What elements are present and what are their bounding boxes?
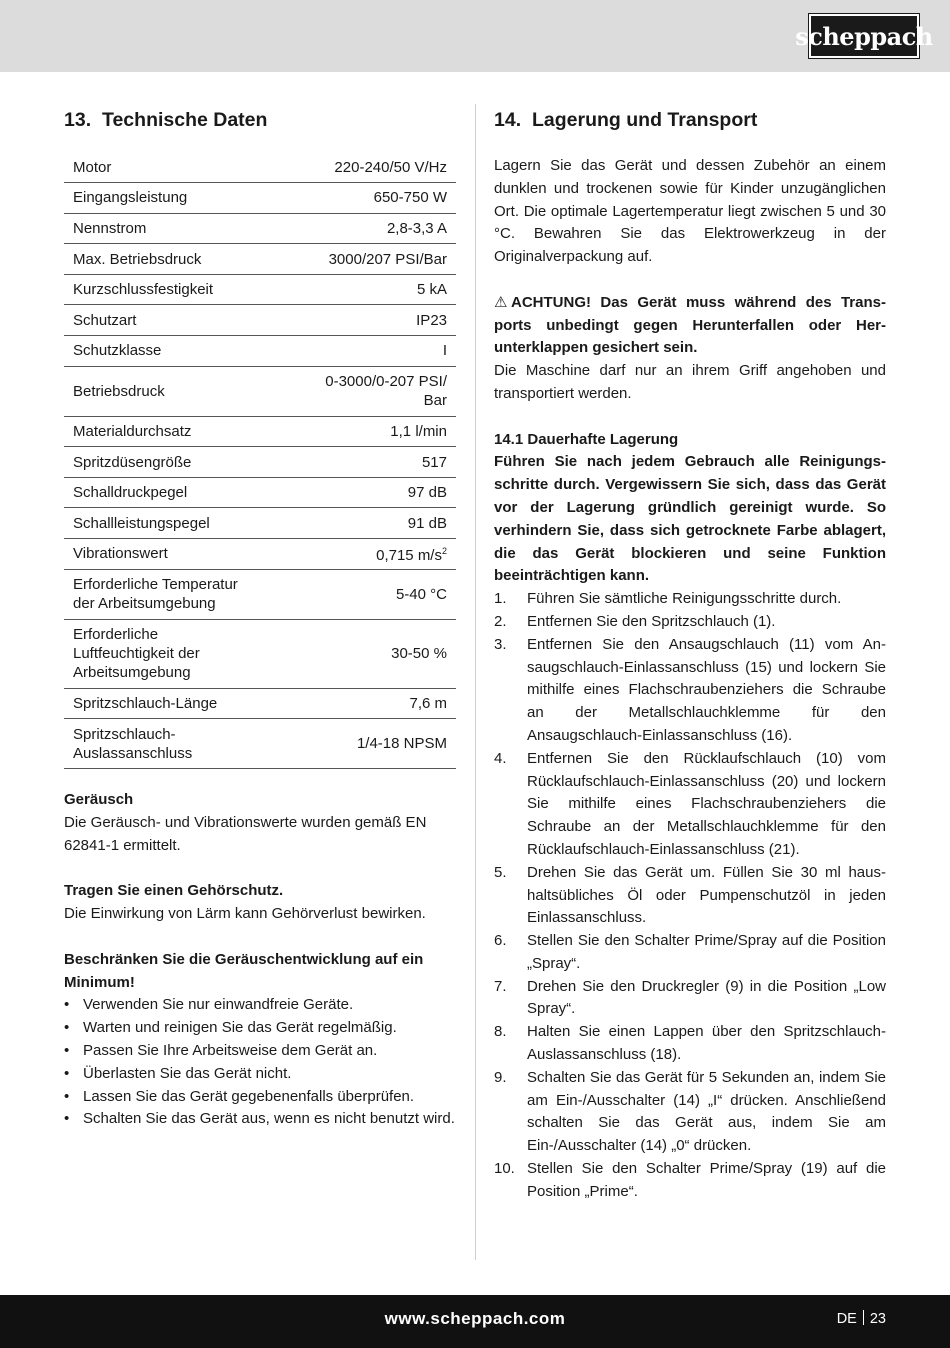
step-number: 8. <box>494 1023 507 1041</box>
spec-label-line: Erforderliche Temperatur <box>73 576 238 594</box>
step-number: 2. <box>494 612 507 630</box>
footer-separator <box>863 1310 864 1325</box>
table-row <box>64 719 456 769</box>
column-divider <box>475 104 476 1260</box>
step-number: 4. <box>494 749 507 767</box>
spec-label: Betriebsdruck <box>64 366 286 416</box>
section-title-technical-data <box>64 104 456 136</box>
spec-label-line: Spritzschlauch- <box>73 725 176 743</box>
table-row <box>64 619 456 688</box>
warning-text: Die Maschine darf nur an ihrem Griff angehoben und transportiert werden. <box>494 362 886 402</box>
section-number: 14. <box>494 109 522 131</box>
list-item <box>494 862 886 930</box>
noise-limit-heading-line: Beschränken Sie die Geräuschentwicklung auf ein <box>64 950 424 968</box>
spec-value-text: 0,715 m/s <box>376 547 442 565</box>
step-number: 3. <box>494 635 507 653</box>
spec-label-line: Erforderliche <box>73 626 159 644</box>
step-text: Drehen Sie den Druckregler (9) in die Position „Low Spray“. <box>527 977 886 1018</box>
table-row <box>64 336 456 367</box>
noise-text-line: 62841-1 ermittelt. <box>64 836 181 854</box>
ear-protection-heading: Tragen Sie einen Gehörschutz. <box>64 882 284 900</box>
spec-value: 91 dB <box>286 508 456 539</box>
table-row <box>64 539 456 570</box>
table-row <box>64 183 456 214</box>
footer-page-number: 23 <box>869 1311 886 1327</box>
table-row <box>64 508 456 539</box>
footer-band <box>0 1295 950 1348</box>
spec-value: 220-240/50 V/Hz <box>286 152 456 183</box>
step-number: 10. <box>494 1160 515 1178</box>
list-item <box>64 1017 456 1040</box>
list-item <box>494 1021 886 1067</box>
step-number: 1. <box>494 590 507 608</box>
list-item <box>494 748 886 862</box>
spec-value: 2,8-3,3 A <box>286 213 456 244</box>
spec-label <box>64 719 286 769</box>
list-item-text: Verwenden Sie nur einwandfreie Geräte. <box>83 996 354 1014</box>
spec-value: 7,6 m <box>286 688 456 719</box>
table-row <box>64 569 456 619</box>
spec-table <box>64 152 456 769</box>
list-item <box>494 611 886 634</box>
section-number: 13. <box>64 109 92 131</box>
noise-tips-list <box>64 994 456 1131</box>
footer-website-link[interactable]: www.scheppach.com <box>384 1309 566 1328</box>
spec-label-line: Luftfeuchtigkeit der <box>73 645 200 663</box>
bullet-icon: • <box>64 1064 70 1082</box>
warning-triangle-icon: ⚠ <box>494 293 508 311</box>
spec-label: Schallleistungspegel <box>64 508 286 539</box>
spec-value-line: Bar <box>423 392 447 410</box>
spec-label: Spritzdüsengröße <box>64 447 286 478</box>
list-item <box>494 930 886 976</box>
spec-value: 1/4-18 NPSM <box>286 719 456 769</box>
storage-steps-list <box>494 588 886 1204</box>
spec-label: Schutzklasse <box>64 336 286 367</box>
step-text: Stellen Sie den Schalter Prime/Spray (19) auf die Position „Prime“. <box>527 1160 886 1200</box>
list-item-text: Schalten Sie das Gerät aus, wenn es nicht benutzt wird. <box>83 1110 455 1128</box>
bullet-icon: • <box>64 1041 70 1059</box>
table-row <box>64 688 456 719</box>
spec-value: I <box>286 336 456 367</box>
step-text: Halten Sie einen Lappen über den Spritzschlauch-Auslassanschluss (18). <box>527 1023 886 1064</box>
spec-value: 1,1 l/min <box>286 416 456 447</box>
spec-label-line: Auslassanschluss <box>73 744 193 762</box>
step-number: 6. <box>494 932 507 950</box>
bullet-icon: • <box>64 996 70 1014</box>
noise-text-line: Die Geräusch- und Vibrationswerte wurden gemäß EN <box>64 814 427 832</box>
section-title-text: Lagerung und Transport <box>532 109 758 131</box>
step-text: Stellen Sie den Schalter Prime/Spray auf die Position „Spray“. <box>527 932 886 972</box>
spec-value: 97 dB <box>286 477 456 508</box>
step-number: 5. <box>494 863 507 881</box>
step-text: Drehen Sie das Gerät um. Füllen Sie 30 ml haushaltsübliches Öl oder Pumpenschutzöl in jeden Einlassanschluss. <box>527 863 886 927</box>
warning-bold-text: ACHTUNG! Das Gerät muss während des Transports unbedingt gegen Herunterfallen oder Herunterklappen gesichert sein. <box>494 293 886 357</box>
spec-value-superscript: 2 <box>441 546 447 557</box>
spec-value: IP23 <box>286 305 456 336</box>
list-item <box>64 1040 456 1063</box>
spec-label: Kurzschlussfestigkeit <box>64 274 286 305</box>
list-item-text: Überlasten Sie das Gerät nicht. <box>83 1064 292 1082</box>
list-item <box>64 1086 456 1109</box>
footer-page-indicator <box>837 1310 886 1327</box>
step-text: Entfernen Sie den Rücklaufschlauch (10) vom Rücklaufschlauch-Einlassanschluss (20) und lockern Sie mithilfe eines Flachschraubenziehers die Schraube an der Metallschlauchklemme für den Rücklaufschlauch-Einlassanschluss (21). <box>527 749 886 858</box>
step-text: Schalten Sie das Gerät für 5 Sekunden an, indem Sie am Ein-/Ausschalter (14) „I“ drücken. Anschließend schalten Sie das Gerät aus, indem Sie am Ein-/Ausschalter (14) „0“ drücken. <box>527 1068 886 1155</box>
table-row <box>64 152 456 183</box>
spec-value: 30-50 % <box>286 619 456 688</box>
section-title-text: Technische Daten <box>102 109 268 131</box>
spec-label <box>64 569 286 619</box>
list-item <box>64 1063 456 1086</box>
table-row <box>64 416 456 447</box>
spec-label: Spritzschlauch-Länge <box>64 688 286 719</box>
scheppach-logo: scheppach <box>809 14 919 58</box>
step-text: Entfernen Sie den Ansaugschlauch (11) vom Ansaugschlauch-Einlassanschluss (15) und lockern Sie mithilfe eines Flachschraubenziehers die Schraube an der Metallschlauchklemme für den Ansaugschlauch-Einlassanschluss (16). <box>527 635 886 744</box>
list-item-text: Warten und reinigen Sie das Gerät regelmäßig. <box>83 1019 397 1037</box>
spec-value-line: 0-3000/0-207 PSI/ <box>325 373 447 391</box>
section-title-storage-transport <box>494 104 886 136</box>
list-item <box>64 1108 456 1131</box>
spec-value: 650-750 W <box>286 183 456 214</box>
spec-label-line: der Arbeitsumgebung <box>73 595 216 613</box>
spec-value: 3000/207 PSI/Bar <box>286 244 456 275</box>
step-number: 7. <box>494 977 507 995</box>
bullet-icon: • <box>64 1019 70 1037</box>
table-row <box>64 244 456 275</box>
step-text: Führen Sie sämtliche Reinigungsschritte durch. <box>527 590 842 608</box>
table-row <box>64 305 456 336</box>
warning-bold <box>494 292 886 360</box>
noise-heading: Geräusch <box>64 791 134 809</box>
spec-label-line: Arbeitsumgebung <box>73 664 191 682</box>
right-column <box>494 104 886 1204</box>
list-item <box>64 994 456 1017</box>
bullet-icon: • <box>64 1110 70 1128</box>
ear-protection-text: Die Einwirkung von Lärm kann Gehörverlust bewirken. <box>64 905 426 923</box>
spec-label: Max. Betriebsdruck <box>64 244 286 275</box>
list-item <box>494 588 886 611</box>
spec-label: Motor <box>64 152 286 183</box>
table-row <box>64 366 456 416</box>
table-row <box>64 213 456 244</box>
spec-value <box>286 539 456 570</box>
list-item <box>494 976 886 1022</box>
table-row <box>64 477 456 508</box>
spec-label <box>64 619 286 688</box>
subsection-bold-text: Führen Sie nach jedem Gebrauch alle Reinigungsschritte durch. Vergewissern Sie sich, dass das Gerät vor der Lagerung gründlich gereinigt wurde. So verhindern Sie, dass sich getrocknete Farbe ablagert, die das Gerät blockieren und seine Funktion beeinträchtigen kann. <box>494 453 886 585</box>
spec-label: Schalldruckpegel <box>64 477 286 508</box>
step-text: Entfernen Sie den Spritzschlauch (1). <box>527 612 776 630</box>
bullet-icon: • <box>64 1087 70 1105</box>
spec-value: 5 kA <box>286 274 456 305</box>
spec-label: Eingangsleistung <box>64 183 286 214</box>
spec-label: Schutzart <box>64 305 286 336</box>
step-number: 9. <box>494 1068 507 1086</box>
footer-language: DE <box>836 1311 857 1327</box>
table-row <box>64 447 456 478</box>
spec-label: Vibrationswert <box>64 539 286 570</box>
list-item <box>494 634 886 748</box>
list-item-text: Lassen Sie das Gerät gegebenenfalls überprüfen. <box>83 1087 415 1105</box>
table-row <box>64 274 456 305</box>
list-item <box>494 1158 886 1204</box>
list-item <box>494 1067 886 1158</box>
spec-label: Materialdurchsatz <box>64 416 286 447</box>
spec-value: 517 <box>286 447 456 478</box>
noise-limit-heading-line: Minimum! <box>64 973 135 991</box>
left-column <box>64 104 456 1131</box>
spec-value <box>286 366 456 416</box>
storage-intro: Lagern Sie das Gerät und dessen Zubehör an einem dunklen und trockenen sowie für Kinder unzugänglichen Ort. Die optimale Lagertemperatur liegt zwischen 5 und 30 °C. Bewahren Sie das Elektrowerkzeug in der Originalverpackung auf. <box>494 157 886 266</box>
spec-value: 5-40 °C <box>286 569 456 619</box>
list-item-text: Passen Sie Ihre Arbeitsweise dem Gerät an. <box>83 1041 378 1059</box>
subsection-heading: 14.1 Dauerhafte Lagerung <box>494 430 679 448</box>
spec-label: Nennstrom <box>64 213 286 244</box>
